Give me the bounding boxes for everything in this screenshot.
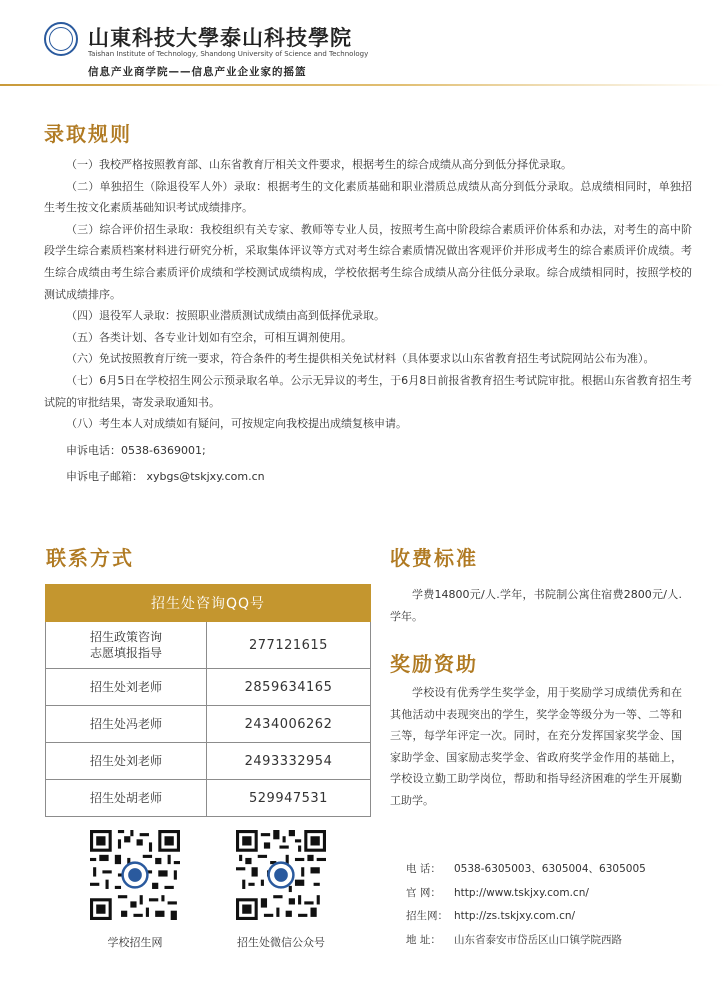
header-divider xyxy=(0,84,725,86)
rule-paragraph: （七）6月5日在学校招生网公示预录取名单。公示无异议的考生，于6月8日前报省教育招生考试院审批。根据山东省教育招生考试院的审批结果，寄发录取通知书。 xyxy=(44,373,692,409)
school-name-cn: 山東科技大學泰山科技學院 xyxy=(88,25,352,50)
complaint-email[interactable]: 申诉电子邮箱： xybgs@tskjxy.com.cn xyxy=(66,469,265,483)
rule-paragraph: （四）退役军人录取：按照职业潜质测试成绩由高到低择优录取。 xyxy=(66,309,385,323)
footer-label: 电 话： xyxy=(406,863,441,875)
fees-body xyxy=(390,584,682,627)
qr-caption: 招生处微信公众号 xyxy=(237,936,325,949)
contact-name: 招生处刘老师 xyxy=(46,669,207,706)
contact-name: 招生处刘老师 xyxy=(46,743,207,780)
footer-label: 地 址： xyxy=(406,933,441,946)
footer-website-link[interactable]: http://www.tskjxy.com.cn/ xyxy=(454,886,589,899)
contact-title: 联系方式 xyxy=(46,546,134,570)
qq-number[interactable]: 2493332954 xyxy=(207,743,371,780)
admission-rules-title: 录取规则 xyxy=(44,122,132,146)
scholarship-title: 奖励资助 xyxy=(390,652,478,676)
footer-contact-info xyxy=(406,858,646,952)
rule-paragraph: （一）我校严格按照教育部、山东省教育厅相关文件要求，根据考生的综合成绩从高分到低分择优录取。 xyxy=(66,158,572,171)
qq-number[interactable]: 2434006262 xyxy=(207,706,371,743)
school-name-en: Taishan Institute of Technology, Shandong University of Science and Technology xyxy=(88,50,369,58)
table-row xyxy=(46,669,371,706)
rule-paragraph: （六）免试按照教育厅统一要求，符合条件的考生提供相关免试材料（具体要求以山东省教育招生考试院网站公布为准）。 xyxy=(66,352,655,366)
table-row xyxy=(46,743,371,780)
scholarship-text: 学校设有优秀学生奖学金，用于奖励学习成绩优秀和在其他活动中表现突出的学生，奖学金等级分为一等、二等和三等，每学年评定一次。同时，在充分发挥国家奖学金、国家助学金、国家励志奖学金、省政府奖学金作用的基础上，学校设立勤工助学岗位，帮助和指导经济困难的学生开展勤工助学。 xyxy=(390,686,682,807)
school-slogan: 信息产业商学院——信息产业企业家的摇篮 xyxy=(88,66,307,78)
qq-table-header: 招生处咨询QQ号 xyxy=(46,585,371,622)
qr-caption: 学校招生网 xyxy=(107,936,163,949)
qq-table xyxy=(45,584,371,817)
footer-phone: 0538-6305003、6305004、6305005 xyxy=(454,863,646,875)
fees-title: 收费标准 xyxy=(390,546,478,570)
qr-code-icon xyxy=(236,830,326,920)
rule-paragraph: （三）综合评价招生录取：我校组织有关专家、教师等专业人员，按照考生高中阶段综合素质评价体系和办法，对考生的高中阶段学生综合素质档案材料进行研究分析，采取集体评议等方式对考生综合素质情况做出客观评价并形成考生的综合素质评价成绩。考生综合成绩由考生综合素质评价成绩和学校测试成绩构成，学校依据考生综合成绩从高分往低分录取。综合成绩相同时，按照学校的测试成绩排序。 xyxy=(44,222,692,301)
footer-address-row xyxy=(406,929,646,953)
footer-admission-row xyxy=(406,905,646,929)
qr-code-icon xyxy=(90,830,180,920)
scholarship-body xyxy=(390,682,682,812)
fees-text: 学费14800元/人.学年，书院制公寓住宿费2800元/人.学年。 xyxy=(390,588,682,623)
qq-number[interactable]: 529947531 xyxy=(207,780,371,817)
table-row xyxy=(46,780,371,817)
footer-phone-row xyxy=(406,858,646,882)
footer-address: 山东省泰安市岱岳区山口镇学院西路 xyxy=(454,933,622,946)
table-row xyxy=(46,622,371,669)
rule-paragraph: （八）考生本人对成绩如有疑问，可按规定向我校提出成绩复核申请。 xyxy=(66,417,407,431)
footer-label: 官 网： xyxy=(406,886,441,899)
table-row xyxy=(46,706,371,743)
complaint-phone: 申诉电话：0538-6369001; xyxy=(66,443,206,457)
contact-name: 招生处冯老师 xyxy=(46,706,207,743)
admission-rules-body xyxy=(44,154,692,490)
school-seal-icon xyxy=(44,22,78,56)
footer-label: 招生网： xyxy=(406,910,448,922)
footer-website-row xyxy=(406,882,646,906)
qq-number[interactable]: 277121615 xyxy=(207,622,371,669)
contact-name: 招生处胡老师 xyxy=(46,780,207,817)
footer-admission-link[interactable]: http://zs.tskjxy.com.cn/ xyxy=(454,910,576,922)
rule-paragraph: （五）各类计划、各专业计划如有空余，可相互调剂使用。 xyxy=(66,330,352,344)
qq-number[interactable]: 2859634165 xyxy=(207,669,371,706)
contact-name: 招生政策咨询 志愿填报指导 xyxy=(46,622,207,669)
rule-paragraph: （二）单独招生（除退役军人外）录取：根据考生的文化素质基础和职业潜质总成绩从高分到低分录取。总成绩相同时，单独招生考生按文化素质基础知识考试成绩排序。 xyxy=(44,179,692,215)
